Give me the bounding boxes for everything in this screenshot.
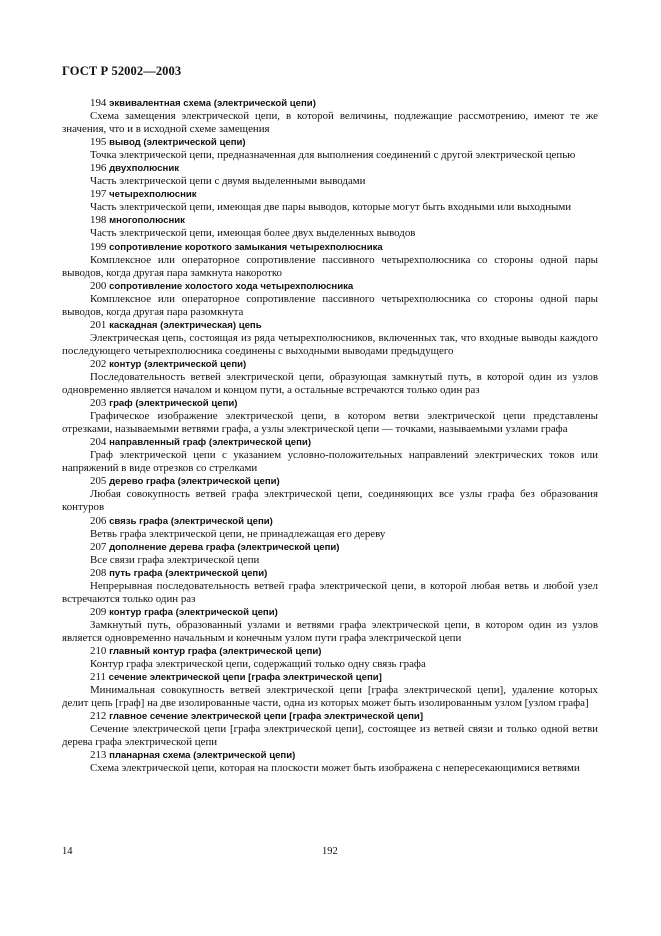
term-number: 199 <box>90 240 107 253</box>
term-number: 202 <box>90 357 107 370</box>
term-number: 203 <box>90 397 107 410</box>
term-number: 208 <box>90 566 107 579</box>
term-number: 206 <box>90 514 107 527</box>
term-heading <box>62 188 598 201</box>
term-number: 194 <box>90 97 107 109</box>
term-entry <box>62 749 598 775</box>
term-entry <box>62 671 598 710</box>
term-name: дополнение дерева графа (электрической цепи) <box>109 541 340 553</box>
term-name: двухполюсник <box>109 163 180 175</box>
center-page-number: 192 <box>322 846 338 857</box>
term-number: 204 <box>90 436 107 449</box>
term-name: сечение электрической цепи [графа электрической цепи] <box>108 672 382 684</box>
term-heading <box>62 397 598 410</box>
term-name: эквивалентная схема (электрической цепи) <box>109 98 316 109</box>
term-definition: Часть электрической цепи с двумя выделенными выводами <box>90 175 366 188</box>
term-heading <box>62 214 598 227</box>
term-entry <box>62 319 598 358</box>
term-heading <box>62 749 598 762</box>
term-entry <box>62 397 598 436</box>
term-number: 210 <box>90 644 107 657</box>
term-entry <box>62 136 598 162</box>
term-entry <box>62 606 598 645</box>
terms-list <box>62 97 598 775</box>
term-entry <box>62 358 598 397</box>
term-entry <box>62 280 598 319</box>
term-entry <box>62 436 598 475</box>
term-number: 213 <box>90 749 107 762</box>
term-definition: Схема электрической цепи, которая на плоскости может быть изображена с непересекающимися ветвями <box>90 762 580 775</box>
term-entry <box>62 710 598 749</box>
term-definition: Комплексное или операторное сопротивление пассивного четырехполюсника со стороны одной пары выводов, когда другая пара замкнута накоротко <box>62 253 598 279</box>
term-definition: Непрерывная последовательность ветвей графа электрической цепи, в которой любая ветвь и любой узел встречаются только один раз <box>62 579 598 605</box>
term-heading <box>62 436 598 449</box>
term-definition: Все связи графа электрической цепи <box>90 553 260 566</box>
term-entry <box>62 188 598 214</box>
term-heading <box>62 475 598 488</box>
term-number: 197 <box>90 188 107 201</box>
term-name: четырехполюсник <box>109 189 197 201</box>
term-name: направленный граф (электрической цепи) <box>109 437 312 449</box>
term-name: контур графа (электрической цепи) <box>109 606 278 618</box>
term-number: 201 <box>90 318 107 331</box>
term-definition: Граф электрической цепи с указанием условно-положительных направлений электрических токов или напряжений в виде отрезков со стрелками <box>62 449 598 475</box>
term-number: 195 <box>90 136 107 149</box>
term-number: 196 <box>90 162 107 175</box>
term-name: вывод (электрической цепи) <box>109 137 246 149</box>
term-heading <box>62 280 598 293</box>
term-name: граф (электрической цепи) <box>109 398 238 410</box>
term-heading <box>62 241 598 254</box>
term-name: планарная схема (электрической цепи) <box>109 750 296 762</box>
term-definition: Контур графа электрической цепи, содержащий только одну связь графа <box>90 658 426 671</box>
term-definition: Любая совокупность ветвей графа электрической цепи, соединяющих все узлы графа без образования контуров <box>62 488 598 514</box>
term-name: сопротивление холостого хода четырехполюсника <box>109 280 354 292</box>
term-heading <box>62 319 598 332</box>
term-name: главное сечение электрической цепи [графа электрической цепи] <box>109 711 424 723</box>
term-number: 200 <box>90 279 107 292</box>
term-heading <box>62 710 598 723</box>
term-heading <box>62 162 598 175</box>
term-number: 209 <box>90 605 107 618</box>
term-entry <box>62 97 598 136</box>
term-heading <box>62 136 598 149</box>
term-entry <box>62 162 598 188</box>
term-definition: Сечение электрической цепи [графа электрической цепи], состоящее из ветвей связи и только одной ветви дерева графа электрической цепи <box>62 723 598 749</box>
term-heading <box>62 515 598 528</box>
term-entry <box>62 515 598 541</box>
document-header: ГОСТ Р 52002—2003 <box>62 64 182 78</box>
term-entry <box>62 645 598 671</box>
term-number: 198 <box>90 214 107 227</box>
term-name: сопротивление короткого замыкания четырехполюсника <box>109 241 383 253</box>
term-name: главный контур графа (электрической цепи) <box>109 645 322 657</box>
term-name: каскадная (электрическая) цепь <box>109 319 262 331</box>
term-definition: Точка электрической цепи, предназначенная для выполнения соединений с другой электрической цепью <box>90 149 576 162</box>
term-entry <box>62 214 598 240</box>
term-definition: Часть электрической цепи, имеющая две пары выводов, которые могут быть входными или выходными <box>90 201 572 214</box>
term-number: 211 <box>90 671 106 684</box>
term-name: дерево графа (электрической цепи) <box>109 476 280 488</box>
term-number: 205 <box>90 475 107 488</box>
term-entry <box>62 567 598 606</box>
term-entry <box>62 541 598 567</box>
term-name: связь графа (электрической цепи) <box>109 515 273 527</box>
term-heading <box>62 645 598 658</box>
term-heading <box>62 97 598 110</box>
term-definition: Часть электрической цепи, имеющая более двух выделенных выводов <box>90 227 416 240</box>
term-heading <box>62 671 598 684</box>
term-name: путь графа (электрической цепи) <box>109 567 268 579</box>
term-definition: Замкнутый путь, образованный узлами и ветвями графа электрической цепи, в котором один из узлов является одновременно начальным и конечным узлом пути графа электрической цепи <box>62 618 598 644</box>
term-heading <box>62 358 598 371</box>
term-heading <box>62 541 598 554</box>
term-heading <box>62 567 598 580</box>
term-entry <box>62 241 598 280</box>
term-heading <box>62 606 598 619</box>
term-definition: Минимальная совокупность ветвей электрической цепи [графа электрической цепи], удаление которых делит цепь [граф] на две изолированные части, одна из которых может быть изолированным узлом [узлом графа] <box>62 684 598 710</box>
term-definition: Комплексное или операторное сопротивление пассивного четырехполюсника со стороны одной пары выводов, когда другая пара разомкнута <box>62 292 598 318</box>
term-entry <box>62 475 598 514</box>
term-definition: Схема замещения электрической цепи, в которой величины, подлежащие рассмотрению, имеют те же значения, что и в исходной схеме замещения <box>62 110 598 136</box>
term-definition: Последовательность ветвей электрической цепи, образующая замкнутый путь, в которой один из узлов одновременно является началом и концом пути, а остальные встречаются только один раз <box>62 370 598 397</box>
term-name: многополюсник <box>109 215 185 227</box>
term-number: 207 <box>90 540 107 553</box>
term-definition: Электрическая цепь, состоящая из ряда четырехполюсников, включенных так, что входные выводы каждого последующего четырехполюсника соединены с выходными выводами предыдущего <box>62 331 598 357</box>
term-number: 212 <box>90 710 107 723</box>
term-definition: Ветвь графа электрической цепи, не принадлежащая его дереву <box>90 527 386 540</box>
term-definition: Графическое изображение электрической цепи, в котором ветви электрической цепи представлены отрезками, называемыми ветвями графа, а узлы электрической цепи — точками, называемыми узлами графа <box>62 410 598 436</box>
page-number: 14 <box>62 846 73 857</box>
term-name: контур (электрической цепи) <box>109 358 247 370</box>
